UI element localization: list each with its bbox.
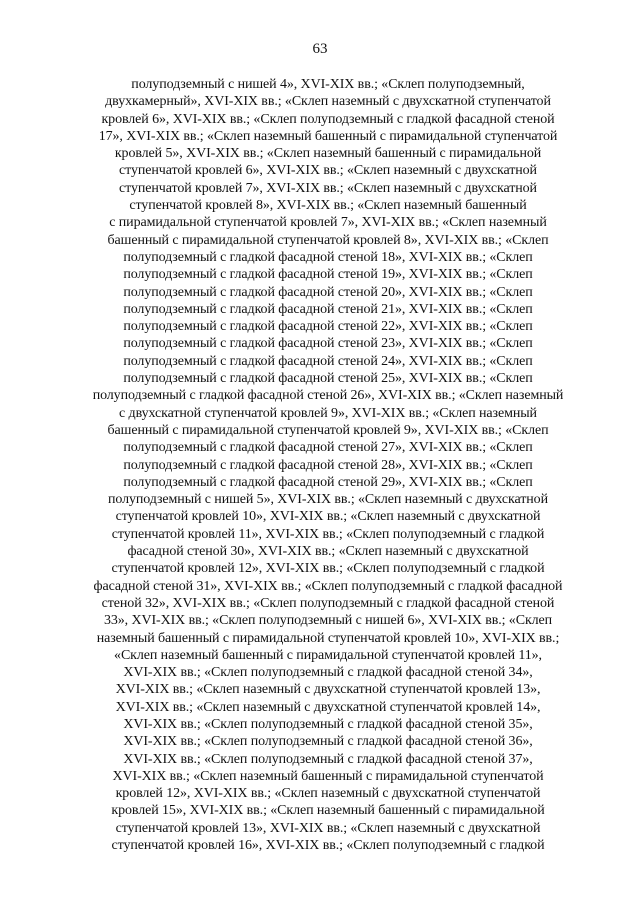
text-line: ступенчатой кровлей 7», XVI-XIX вв.; «Склеп наземный с двухскатной xyxy=(119,180,537,196)
text-line: фасадной стеной 30», XVI-XIX вв.; «Склеп наземный с двухскатной xyxy=(127,544,529,560)
text-line: 33», XVI-XIX вв.; «Склеп полуподземный с нишей 6», XVI-XIX вв.; «Склеп xyxy=(103,613,553,629)
text-line: XVI-XIX вв.; «Склеп полуподземный с гладкой фасадной стеной 37», xyxy=(123,751,533,767)
text-line: ступенчатой кровлей 16», XVI-XIX вв.; «Склеп полуподземный с гладкой xyxy=(111,838,545,854)
text-line: ступенчатой кровлей 13», XVI-XIX вв.; «Склеп наземный с двухскатной xyxy=(115,820,541,836)
text-line: фасадной стеной 31», XVI-XIX вв.; «Склеп полуподземный с гладкой фасадной xyxy=(93,578,563,594)
text-line: кровлей 12», XVI-XIX вв.; «Склеп наземный с двухскатной ступенчатой xyxy=(115,786,541,802)
text-line: ступенчатой кровлей 11», XVI-XIX вв.; «Склеп полуподземный с гладкой xyxy=(111,526,545,542)
text-line: ступенчатой кровлей 6», XVI-XIX вв.; «Склеп наземный с двухскатной xyxy=(119,163,537,179)
text-line: полуподземный с гладкой фасадной стеной 26», XVI-XIX вв.; «Склеп наземный xyxy=(92,388,564,404)
text-line: полуподземный с нишей 5», XVI-XIX вв.; «Склеп наземный с двухскатной xyxy=(108,492,548,508)
text-line: полуподземный с гладкой фасадной стеной 25», XVI-XIX вв.; «Склеп xyxy=(123,371,533,387)
text-line: XVI-XIX вв.; «Склеп полуподземный с гладкой фасадной стеной 35», xyxy=(123,716,533,732)
text-line: полуподземный с нишей 4», XVI-XIX вв.; «Склеп полуподземный, xyxy=(131,77,525,92)
text-line: двухкамерный», XVI-XIX вв.; «Склеп наземный с двухскатной ступенчатой xyxy=(105,94,551,110)
text-line: башенный с пирамидальной ступенчатой кровлей 8», XVI-XIX вв.; «Склеп xyxy=(107,232,549,248)
text-line: ступенчатой кровлей 8», XVI-XIX вв.; «Склеп наземный башенный xyxy=(129,198,527,214)
text-line: кровлей 5», XVI-XIX вв.; «Склеп наземный башенный с пирамидальной xyxy=(114,146,542,162)
text-line: полуподземный с гладкой фасадной стеной 24», XVI-XIX вв.; «Склеп xyxy=(123,353,533,369)
text-line: ступенчатой кровлей 10», XVI-XIX вв.; «Склеп наземный с двухскатной xyxy=(115,509,541,525)
text-line: полуподземный с гладкой фасадной стеной 20», XVI-XIX вв.; «Склеп xyxy=(123,284,533,300)
text-line: полуподземный с гладкой фасадной стеной 22», XVI-XIX вв.; «Склеп xyxy=(123,319,533,335)
text-line: полуподземный с гладкой фасадной стеной 19», XVI-XIX вв.; «Склеп xyxy=(123,267,533,283)
text-line: 17», XVI-XIX вв.; «Склеп наземный башенный с пирамидальной ступенчатой xyxy=(98,128,558,144)
text-line: полуподземный с гладкой фасадной стеной 27», XVI-XIX вв.; «Склеп xyxy=(123,440,533,456)
text-line: полуподземный с гладкой фасадной стеной 18», XVI-XIX вв.; «Склеп xyxy=(123,249,533,265)
text-line: полуподземный с гладкой фасадной стеной 28», XVI-XIX вв.; «Склеп xyxy=(123,457,533,473)
text-line: полуподземный с гладкой фасадной стеной 29», XVI-XIX вв.; «Склеп xyxy=(123,474,533,490)
text-line: полуподземный с гладкой фасадной стеной 23», XVI-XIX вв.; «Склеп xyxy=(123,336,533,352)
text-line: XVI-XIX вв.; «Склеп наземный с двухскатной ступенчатой кровлей 14», xyxy=(115,699,541,715)
text-line: кровлей 6», XVI-XIX вв.; «Склеп полуподземный с гладкой фасадной стеной xyxy=(101,111,555,127)
text-line: XVI-XIX вв.; «Склеп наземный с двухскатной ступенчатой кровлей 13», xyxy=(115,682,541,698)
text-line: XVI-XIX вв.; «Склеп наземный башенный с пирамидальной ступенчатой xyxy=(112,768,544,784)
text-line: «Склеп наземный башенный с пирамидальной ступенчатой кровлей 11», xyxy=(114,647,542,663)
text-line: ступенчатой кровлей 12», XVI-XIX вв.; «Склеп полуподземный с гладкой xyxy=(111,561,545,577)
text-line: с двухскатной ступенчатой кровлей 9», XVI-XIX вв.; «Склеп наземный xyxy=(119,405,537,421)
text-line: башенный с пирамидальной ступенчатой кровлей 9», XVI-XIX вв.; «Склеп xyxy=(107,422,549,438)
text-line: с пирамидальной ступенчатой кровлей 7», XVI-XIX вв.; «Склеп наземный xyxy=(109,215,547,231)
body-text xyxy=(68,76,588,854)
text-line: стеной 32», XVI-XIX вв.; «Склеп полуподземный с гладкой фасадной стеной xyxy=(101,595,555,611)
page-number: 63 xyxy=(312,41,328,57)
text-line: XVI-XIX вв.; «Склеп полуподземный с гладкой фасадной стеной 36», xyxy=(123,734,533,750)
text-line: XVI-XIX вв.; «Склеп полуподземный с гладкой фасадной стеной 34», xyxy=(123,665,533,681)
text-line: полуподземный с гладкой фасадной стеной 21», XVI-XIX вв.; «Склеп xyxy=(123,301,533,317)
text-line: наземный башенный с пирамидальной ступенчатой кровлей 10», XVI-XIX вв.; xyxy=(96,630,560,646)
text-line: кровлей 15», XVI-XIX вв.; «Склеп наземный башенный с пирамидальной xyxy=(111,803,545,819)
